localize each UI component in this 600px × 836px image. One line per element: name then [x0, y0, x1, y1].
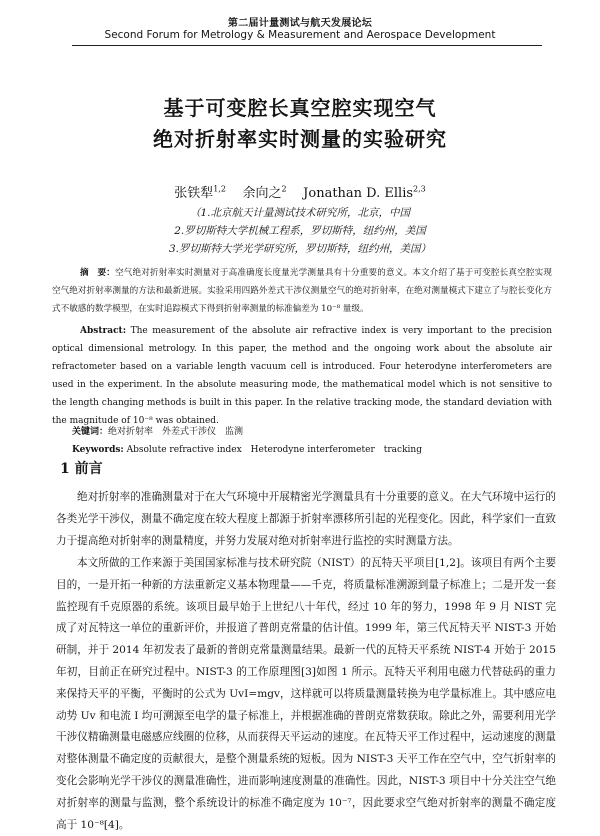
keywords-cn-text: 绝对折射率 外差式干涉仪 监测 [108, 427, 244, 437]
header-rule [72, 45, 542, 46]
keywords-cn-label: 关键词： [72, 427, 109, 437]
keywords-en [72, 442, 422, 455]
paper-title-line1: 基于可变腔长真空腔实现空气 [163, 96, 437, 120]
conference-title-cn: 第二届计量测试与航天发展论坛 [227, 18, 373, 29]
affiliation-2: 2.罗切斯特大学机械工程系，罗切斯特，纽约州，美国 [174, 225, 426, 237]
abstract-en-text: The measurement of the absolute air refractive index is very important to the precision optical dimensional metrology. In this paper, the method and the ongoing work about the absolute air refractometer based on a variable length vacuum cell is introduced. Four heterodyne interferometers are used in the experiment. In the absolute measuring mode, the mathematical model which is not sensitive to the length changing methods is built in this paper. In the relative tracking mode, the standard deviation with the magnitude of 10⁻⁸ was obtained. [52, 326, 552, 426]
keywords-cn [72, 424, 243, 437]
keywords-en-label: Keywords: [72, 445, 124, 455]
keywords-en-text: Absolute refractive index Heterodyne interferometer tracking [123, 445, 422, 455]
conference-title-en: Second Forum for Metrology & Measurement and Aerospace Development [104, 29, 496, 41]
author-3: Jonathan D. Ellis [303, 186, 414, 201]
author-3-sup: 2,3 [413, 184, 426, 194]
abstract-en [52, 322, 552, 430]
author-1-sup: 1,2 [213, 184, 226, 194]
abstract-en-label: Abstract: [80, 326, 127, 336]
section-paragraph-1: 绝对折射率的准确测量对于在大气环境中开展精密光学测量具有十分重要的意义。在大气环境中运行的各类光学干涉仪，测量不确定度在较大程度上都源于折射率漂移所引起的光程变化。因此，科学家们一直致力于提高绝对折射率的测量精度，并努力发展对绝对折射率进行监控的实时测量方法。 [56, 491, 556, 547]
abstract-cn-text: 空气绝对折射率实时测量对于高准确度长度量光学测量具有十分重要的意义。本文介绍了基于可变腔长真空腔实现空气绝对折射率测量的方法和最新进展。实验采用四路外差式干涉仪测量空气的绝对折射率，在绝对测量模式下建立了与腔长变化方式不敏感的数学模型，在实时追踪模式下得到折射率测量的标准偏差为 10⁻⁸ 量级。 [52, 268, 552, 314]
paper-title-line2: 绝对折射率实时测量的实验研究 [153, 127, 447, 151]
affiliation-3: 3.罗切斯特大学光学研究所，罗切斯特，纽约州，美国） [168, 243, 432, 255]
author-2: 余向之 [242, 186, 282, 201]
author-list [0, 182, 600, 201]
abstract-cn-label: 摘 要： [80, 268, 115, 278]
affiliation-1: （1.北京航天计量测试技术研究所，北京，中国 [189, 207, 411, 219]
author-1: 张铁犁 [174, 186, 214, 201]
section-paragraph-2: 本文所做的工作来源于美国国家标准与技术研究院（NIST）的瓦特天平项目[1,2]。该项目有两个主要目的，一是开拓一种新的方法重新定义基本物理量——千克，将质量标准溯源到量子标准上；二是开发一套监控现有千克原器的系统。该项目最早始于上世纪八十年代，经过 10 年的努力，1998 年 9 月 NIST 完成了对瓦特这一单位的重新评价，并报道了普朗克常量的估计值。1999 年，第三代瓦特天平 NIST-3 开始研制，并于 2014 年初发表了最新的普朗克常量测量结果。最新一代的瓦特天平系统 NIST-4 开始于 2015 年初，目前正在研究过程中。NIST-3 的工作原理图[3]如图 1 所示。瓦特天平利用电磁力代替砝码的重力来保持天平的平衡，平衡时的公式为 UvI=mgv，这样就可以将质量测量转换为电学量标准上。其中感应电动势 Uv 和电流 I 均可溯源至电学的量子标准上，并根据准确的普朗克常数获取。除此之外，需要利用光学干涉仪精确测量电磁感应线圈的位移，从而获得天平运动的速度。在瓦特天平工作过程中，运动速度的测量对整体测量不确定度的贡献很大，是整个测量系统的短板。因为 NIST-3 天平工作在空气中，空气折射率的变化会影响光学干涉仪的测量准确性，进而影响速度测量的准确性。因此，NIST-3 项目中十分关注空气绝对折射率的测量与监测，整个系统设计的标准不确定度为 10⁻⁷，因此要求空气绝对折射率的测量不确定度高于 10⁻⁸[4]。 [56, 557, 556, 831]
section-heading: 1 前言 [60, 461, 103, 477]
author-2-sup: 2 [281, 184, 287, 194]
abstract-cn [52, 264, 552, 318]
